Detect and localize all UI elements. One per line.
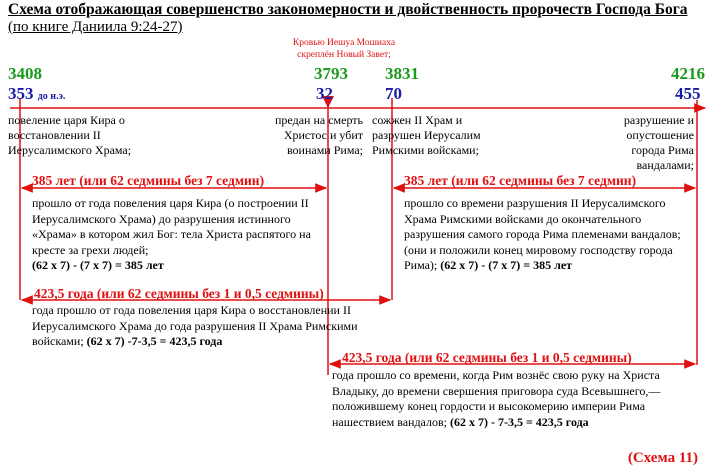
- scheme-label: (Схема 11): [627, 450, 698, 466]
- event-cyrus-decree: повеление царя Кира о восстановлении II Иерусалимского Храма;: [8, 113, 132, 157]
- span-3-formula: (62 х 7) -7-3,5 = 423,5 года: [86, 334, 223, 348]
- ad-70: 70: [385, 84, 402, 103]
- span-4-label: 423,5 года (или 62 седмины без 1 и 0,5 седмины): [342, 350, 632, 365]
- span-4-text: [332, 368, 694, 430]
- bc-suffix: до н.э.: [37, 91, 66, 102]
- bc-353: [8, 84, 65, 104]
- span-3-label: 423,5 года (или 62 седмины без 1 и 0,5 седмины): [34, 286, 324, 301]
- span-4-formula: (62 х 7) - 7-3,5 = 423,5 года: [449, 414, 589, 429]
- span-1-formula: (62 х 7) - (7 х 7) = 385 лет: [32, 258, 164, 272]
- span-3-desc: года прошло от года повеления царя Кира о восстановлении II Иерусалимского Храма до года разрушения II Храма Римскими войсками;: [32, 303, 358, 348]
- ad-455: 455: [675, 84, 701, 103]
- covenant-note: Кровью Иешуа Мошиаха скреплён Новый Завет;: [292, 38, 396, 60]
- year-4216: 4216: [671, 64, 705, 83]
- span-1-text: [32, 196, 324, 274]
- page-title: Схема отображающая совершенство закономерности и двойственность пророчеств Господа Бога: [8, 1, 688, 18]
- span-1-desc: прошло от года повеления царя Кира (о построении II Иерусалимского Храма) до разрушения истинного «Храма» в котором жил Бог: тела Христа распятого на кресте за грехи людей;: [32, 196, 311, 257]
- span-2-label: 385 лет (или 62 седмины без 7 седмин): [404, 173, 637, 188]
- span-2-text: [404, 196, 694, 274]
- span-3-text: [32, 303, 388, 350]
- ad-32: 32: [316, 84, 333, 103]
- span-1-label: 385 лет (или 62 седмины без 7 седмин): [32, 173, 265, 188]
- bc-353-value: 353: [8, 84, 34, 103]
- year-3793: 3793: [314, 64, 348, 83]
- year-3408: 3408: [8, 64, 42, 83]
- event-temple-burned: сожжен II Храм и разрушен Иерусалим Римскими войсками;: [372, 113, 481, 157]
- page-subtitle: (по книге Даниила 9:24-27): [8, 19, 183, 35]
- span-4-desc: года прошло со времени, когда Рим вознёс свою руку на Христа Владыку, до времени свершения приговора суда Всевышнего,— положившему конец гордости и высокомерию империи Рима нашествием вандалов;: [332, 368, 661, 429]
- event-rome-destroyed: разрушение и опустошение города Рима вандалами;: [623, 113, 694, 172]
- event-christ-death: предан на смерть Христос и убит воинами Рима;: [275, 113, 363, 157]
- year-3831: 3831: [385, 64, 419, 83]
- span-2-desc: прошло со времени разрушения II Иерусалимского Храма Римскими войсками до окончательного разрушения самого города Рима племенами вандалов; (они и положили конец мировому господству города Рима);: [404, 196, 681, 272]
- span-2-formula: (62 х 7) - (7 х 7) = 385 лет: [440, 258, 573, 272]
